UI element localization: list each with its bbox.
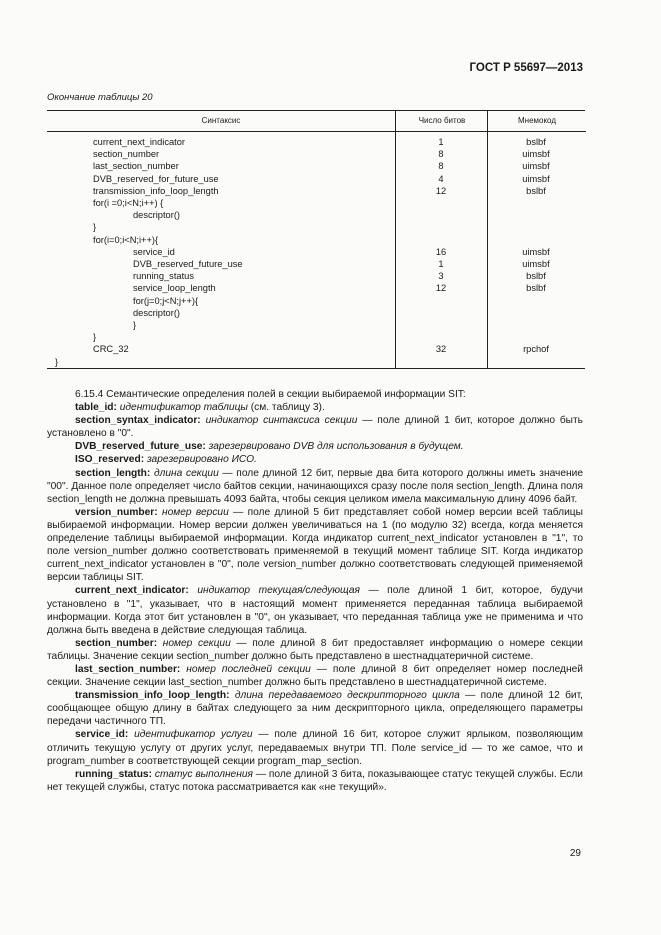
term-definition: номер секции	[162, 637, 231, 649]
term: ISO_reserved:	[75, 454, 145, 466]
column-header-bits: Число битов	[395, 111, 488, 132]
mnemonic-cell: bslbf	[526, 271, 546, 282]
table-row	[47, 319, 585, 331]
document-header: ГОСТ Р 55697—2013	[469, 62, 583, 74]
term-definition: зарезервировано ИСО.	[146, 454, 257, 466]
syntax-cell: transmission_info_loop_length	[93, 185, 219, 196]
bits-cell: 12	[435, 185, 447, 196]
column-header-mnemonic: Мнемокод	[487, 111, 586, 132]
text-run: — поле длиной 1 бит, которое, будучи установлено в "1", указывает, что в настоящий момент применяется переданная таблица выбираемой информации. Когда этот бит установлен в "0", он указывает, что переданная таблица уже не применима и что должна быть введена в действие следующая таблица.	[47, 585, 583, 636]
syntax-cell: section_number	[93, 149, 160, 160]
paragraph	[47, 728, 583, 767]
table-row	[47, 356, 585, 368]
syntax-cell: descriptor()	[133, 210, 181, 221]
term: DVB_reserved_future_use:	[75, 441, 206, 453]
term: version_number:	[75, 506, 158, 518]
term: table_id:	[75, 402, 117, 414]
syntax-cell: DVB_reserved_for_future_use	[93, 173, 219, 184]
table-row	[47, 270, 585, 282]
text-run: (см. таблицу 3).	[247, 402, 325, 414]
table-row	[47, 282, 585, 294]
text-run: 6.15.4 Семантические определения полей в секции выбираемой информации SIT:	[75, 389, 466, 400]
term: transmission_info_loop_length:	[75, 690, 230, 702]
text-run: — поле длиной 12 бит, первые два бита которого должны иметь значение "00". Данное поле определяет число байтов секции, начинающихся сразу после поля section_length. Длина поля section_length не должна превышать 4093 байта, чтобы секция целиком имела максимальную длину 4096 байт.	[47, 467, 583, 505]
paragraph	[47, 401, 583, 414]
paragraph	[47, 453, 583, 466]
paragraph	[47, 388, 583, 401]
text-run: — поле длиной 1 бит, которое должно быть установлено в "0".	[47, 415, 583, 440]
table-row	[47, 221, 585, 233]
term-definition: номер последней секции	[186, 663, 311, 675]
column-header-syntax: Синтаксис	[47, 111, 395, 132]
table-row	[47, 160, 585, 172]
syntax-cell: service_loop_length	[133, 283, 216, 294]
term-definition: длина передаваемого дескрипторного цикла	[234, 690, 460, 702]
term-definition: зарезервировано DVB для использования в будущем.	[208, 441, 464, 453]
body-text	[47, 388, 583, 794]
table-row	[47, 295, 585, 307]
syntax-cell: service_id	[133, 246, 175, 257]
paragraph	[47, 663, 583, 689]
table-row	[47, 343, 585, 355]
table-row	[47, 136, 585, 148]
bits-cell: 8	[438, 161, 444, 172]
mnemonic-cell: bslbf	[526, 283, 546, 294]
paragraph	[47, 414, 583, 440]
bits-cell: 12	[435, 283, 447, 294]
paragraph	[47, 467, 583, 506]
paragraph	[47, 584, 583, 636]
text-run: — поле длиной 5 бит представляет собой номер версии всей таблицы выбираемой информации. Номер версии должен увеличиваться на 1 (по модулю 32) всегда, когда меняется определение таблицы выбираемой информации. Когда индикатор current_next_indicator установлен в "1", то поле version_number должно соответствовать применяемой в текущий момент таблице SIT. Когда индикатор current_next_indicator установлен в "0", поле version_number должно соответствовать следующей применяемой версии таблицы SIT.	[47, 506, 583, 584]
term: running_status:	[75, 768, 152, 780]
term-definition: идентификатор услуги	[134, 729, 253, 741]
paragraph	[47, 689, 583, 728]
table-row	[47, 234, 585, 246]
term: section_number:	[75, 637, 158, 649]
syntax-cell: running_status	[133, 271, 194, 282]
syntax-cell: for(i =0;i<N;i++) {	[93, 198, 164, 208]
syntax-cell: for(j=0;j<N;j++){	[133, 295, 199, 306]
syntax-cell: last_section_number	[93, 161, 179, 172]
syntax-cell: }	[93, 222, 97, 233]
term-definition: статус выполнения	[154, 768, 253, 780]
table-row	[47, 246, 585, 258]
mnemonic-cell: uimsbf	[522, 149, 550, 160]
table-row	[47, 148, 585, 160]
text-run: — поле длиной 12 бит, сообщающее общую длину в байтах следующего за ним дескрипторного цикла, определяющего параметры передачи частичного ТП.	[47, 690, 583, 728]
term: service_id:	[75, 729, 129, 741]
table-row	[47, 331, 585, 343]
syntax-cell: }	[55, 356, 59, 367]
table-row	[47, 197, 585, 209]
text-run: — поле длиной 3 бита, показывающее статус текущей службы. Если нет текущей службы, статус потока рассматривается как «не текущий».	[47, 768, 583, 793]
text-run: — поле длиной 8 бит определяет номер последней секции. Значение секции last_section_number должно быть представлено в шестнадцатеричной системе.	[47, 663, 583, 689]
syntax-cell: }	[133, 320, 137, 330]
mnemonic-cell: uimsbf	[522, 161, 550, 172]
syntax-table	[47, 110, 585, 369]
table-row	[47, 173, 585, 185]
mnemonic-cell: bslbf	[526, 185, 546, 196]
term: section_syntax_indicator:	[75, 415, 201, 427]
term: last_section_number:	[75, 663, 181, 675]
mnemonic-cell: bslbf	[526, 137, 546, 147]
bits-cell: 1	[438, 259, 444, 269]
term-definition: индикатор синтаксиса секции	[205, 415, 358, 427]
table-row	[47, 258, 585, 270]
mnemonic-cell: rpchof	[523, 344, 549, 355]
paragraph	[47, 768, 583, 794]
table-row	[47, 307, 585, 319]
paragraph	[47, 440, 583, 453]
bits-cell: 8	[438, 149, 444, 160]
syntax-cell: }	[93, 332, 97, 343]
text-run: — поле длиной 16 бит, которое служит ярлыком, позволяющим отличить текущую услугу от других услуг, передаваемых внутри ТП. Поле service_id — то же самое, что и program_number в соответствующей секции program_map_section.	[47, 729, 583, 767]
table-row	[47, 185, 585, 197]
mnemonic-cell: uimsbf	[522, 246, 550, 257]
syntax-cell: current_next_indicator	[93, 137, 185, 147]
syntax-cell: descriptor()	[133, 307, 181, 318]
term-definition: длина секции	[154, 467, 219, 479]
syntax-cell: DVB_reserved_future_use	[133, 259, 243, 269]
text-run: — поле длиной 8 бит предоставляет информацию о номере секции таблицы. Значение секции section_number должно быть представлено в шестнадцатеричной системе.	[47, 637, 583, 662]
term-definition: номер версии	[161, 506, 229, 518]
page-number: 29	[569, 848, 581, 859]
table-caption: Окончание таблицы 20	[47, 92, 153, 103]
term-definition: индикатор текущая/следующая	[197, 585, 360, 597]
mnemonic-cell: uimsbf	[522, 259, 550, 269]
bits-cell: 16	[435, 246, 447, 257]
bits-cell: 3	[438, 271, 444, 282]
term: section_length:	[75, 467, 151, 479]
paragraph	[47, 637, 583, 663]
bits-cell: 4	[438, 173, 444, 184]
syntax-cell: for(i=0;i<N;i++){	[93, 234, 159, 245]
bits-cell: 1	[438, 137, 444, 147]
table-row	[47, 209, 585, 221]
mnemonic-cell: uimsbf	[522, 173, 550, 184]
paragraph	[47, 506, 583, 585]
syntax-cell: CRC_32	[93, 344, 129, 355]
term-definition: идентификатор таблицы	[119, 402, 248, 414]
bits-cell: 32	[435, 344, 447, 355]
term: current_next_indicator:	[75, 585, 189, 597]
